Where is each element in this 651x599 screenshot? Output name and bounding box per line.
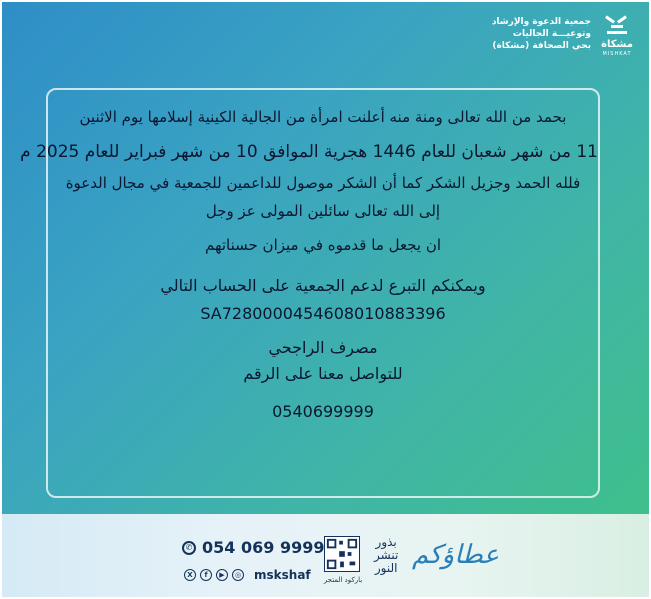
message-line-5: ان يجعل ما قدموه في ميزان حسناتهم bbox=[204, 236, 442, 254]
slogan-word-3: النور bbox=[374, 561, 398, 575]
org-name-line-1: جمعية الدعوة والإرشاد bbox=[491, 17, 591, 27]
qr-label: باركود المتجر bbox=[323, 576, 363, 584]
donation-line: ويمكنكم التبرع لدعم الجمعية على الحساب التالي bbox=[160, 276, 486, 295]
iban-number: SA7280000454608010883396 bbox=[200, 304, 446, 323]
facebook-icon[interactable]: f bbox=[200, 569, 212, 581]
message-line-2: 11 من شهر شعبان للعام 1446 هجرية الموافق 10 من شهر فبراير للعام 2025 م bbox=[20, 142, 598, 162]
slogan-word-1: بذور bbox=[375, 535, 397, 549]
bank-name: مصرف الراجحي bbox=[268, 338, 378, 357]
footer-phone-number: 054 069 9999 bbox=[202, 538, 325, 557]
social-links bbox=[184, 568, 311, 582]
x-icon[interactable]: X bbox=[184, 569, 196, 581]
message-line-4: إلى الله تعالى سائلين المولى عز وجل bbox=[205, 202, 441, 220]
slogan-big: عطاؤكم bbox=[412, 540, 500, 570]
message-line-3: فلله الحمد وجزيل الشكر كما أن الشكر موصول للداعمين للجمعية في مجال الدعوة bbox=[65, 174, 581, 192]
phone-icon: ✆ bbox=[182, 541, 196, 555]
announcement-poster bbox=[2, 2, 649, 514]
logo-mark-icon bbox=[603, 16, 631, 38]
slogan-word-2: تنشر bbox=[374, 548, 399, 562]
footer-bar bbox=[2, 514, 649, 597]
youtube-icon[interactable]: ▶ bbox=[216, 569, 228, 581]
mishkat-logo bbox=[599, 16, 635, 60]
org-name bbox=[492, 16, 591, 52]
logo-english-text: MISHKAT bbox=[602, 51, 632, 57]
org-name-line-3: بحي الصحافة (مشكاة) bbox=[492, 41, 591, 51]
footer-phone bbox=[182, 538, 324, 557]
contact-label: للتواصل معنا على الرقم bbox=[243, 364, 403, 383]
message-line-1: بحمد من الله تعالى ومنة منه أعلنت امرأة من الجالية الكينية إسلامها يوم الاثنين bbox=[79, 108, 567, 126]
slogan-small bbox=[374, 536, 398, 575]
org-header bbox=[492, 16, 635, 60]
message-box bbox=[20, 88, 600, 498]
social-handle: mskshaf bbox=[254, 568, 311, 582]
instagram-icon[interactable]: ◎ bbox=[232, 569, 244, 581]
qr-code-icon[interactable] bbox=[324, 536, 360, 572]
contact-phone: 0540699999 bbox=[272, 402, 374, 421]
org-name-line-2: وتوعيـــة الجاليات bbox=[512, 29, 591, 39]
logo-arabic-text: مشكاة bbox=[601, 39, 633, 50]
